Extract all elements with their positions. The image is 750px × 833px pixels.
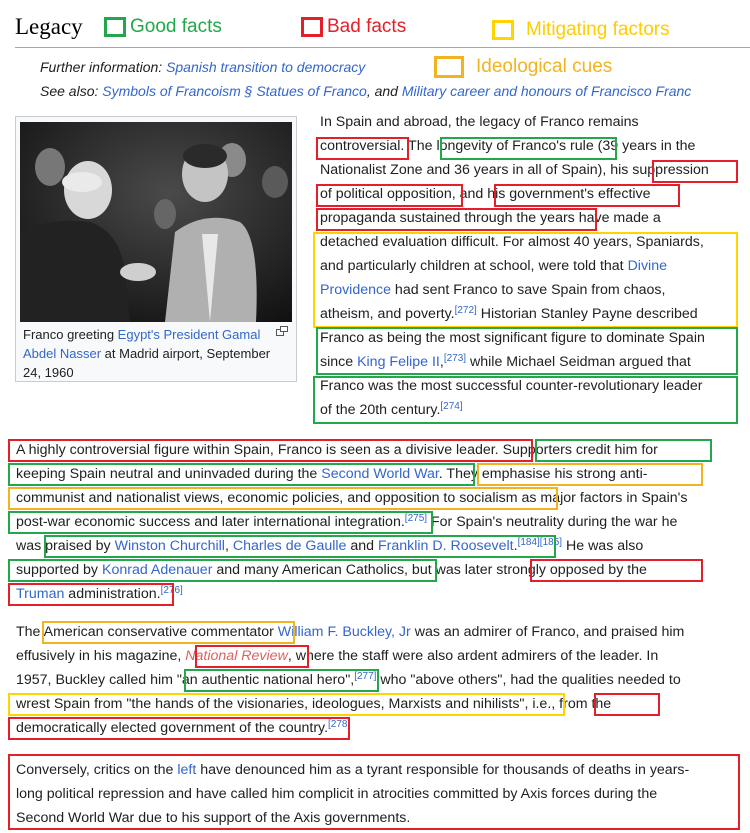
text-line: propaganda sustained through the years have made a [320,210,661,226]
text-line: A highly controversial figure within Spain, Franco is seen as a divisive leader. Supporters credit him for [16,442,658,458]
wiki-link[interactable]: Second World War [321,466,439,482]
paragraph-supporters [16,438,687,606]
text-line: communist and nationalist views, economic policies, and opposition to socialism as major factors in Spain's [16,490,688,506]
legend-good-label: Good facts [130,16,222,37]
wiki-link[interactable]: Franklin D. Roosevelt [377,538,514,554]
photo-image [20,122,292,322]
further-information-hatnote [40,59,365,75]
text-line: democratically elected government of the country.[278] [16,719,351,736]
text-line: of political opposition, and his government's effective [320,186,651,202]
text-line: supported by Konrad Adenauer and many American Catholics, but was later strongly opposed by the [16,562,647,578]
see-also-prefix: See also: [40,83,103,99]
wiki-link[interactable]: Konrad Adenauer [101,562,213,578]
citation-link[interactable]: [274] [440,401,463,412]
legend-ideological [434,56,612,78]
text-line: Conversely, critics on the left have denounced him as a tyrant responsible for thousands of deaths in years- [16,762,690,778]
heading-rule [15,47,750,48]
text-line: Truman administration.[276] [16,585,183,602]
text-line: controversial. The longevity of Franco's rule (39 years in the [320,138,696,154]
text-line: Franco as being the most significant figure to dominate Spain [320,330,705,346]
hatnote-prefix: Further information: [40,59,167,75]
text-line: and particularly children at school, were told that Divine [320,258,667,274]
text-line: Franco was the most successful counter-revolutionary leader [320,378,703,394]
legend-mitigating-swatch [492,20,514,40]
text-line: The American conservative commentator William F. Buckley, Jr was an admirer of Franco, and praised him [16,624,685,640]
caption-text-pre: Franco greeting [23,327,118,342]
legend-bad-label: Bad facts [327,16,407,37]
text-line: In Spain and abroad, the legacy of Franco remains [320,114,639,130]
citation-link[interactable]: [275] [404,513,428,524]
text-line: detached evaluation difficult. For almost 40 years, Spaniards, [320,234,704,250]
link-nasser[interactable]: Egypt's President Gamal Abdel Nasser [23,327,261,361]
paragraph-legacy-intro [320,110,709,422]
image-thumbnail [15,116,297,382]
text-line: of the 20th century.[274] [320,401,463,418]
citation-link[interactable]: [276] [160,585,183,596]
enlarge-icon[interactable] [276,326,288,336]
paragraph-buckley [16,620,684,740]
text-line: was praised by Winston Churchill, Charles de Gaulle and Franklin D. Roosevelt.[184][185] He was also [16,537,644,554]
text-line: Second World War due to his support of the Axis governments. [16,810,411,826]
text-line: wrest Spain from "the hands of the visionaries, ideologues, Marxists and nihilists", i.e., from the [16,696,612,712]
legend-ideological-label: Ideological cues [476,56,613,77]
citation-link[interactable]: [273] [443,353,467,364]
text-line: keeping Spain neutral and uninvaded during the Second World War. They emphasise his strong anti- [16,466,648,482]
legend-bad-swatch [301,17,323,37]
citation-link[interactable]: [272] [454,305,477,316]
wiki-link[interactable]: Providence [320,282,391,298]
image-caption [23,325,289,382]
legend-ideological-swatch [434,56,464,78]
text-line: Providence had sent Franco to save Spain from chaos, [320,282,666,298]
citation-link[interactable]: [278] [328,719,351,730]
text-line: post-war economic success and later international integration.[275] For Spain's neutrality during the war he [16,513,678,530]
text-line: Nationalist Zone and 36 years in all of Spain), his suppression [320,162,709,178]
wiki-link[interactable]: William F. Buckley, Jr [277,624,411,640]
caption-text-post: at Madrid airport, September 24, 1960 [23,346,271,380]
paragraph-critics [16,758,689,830]
link-military-career[interactable]: Military career and honours of Francisco Franc [401,83,692,99]
wiki-link[interactable]: King Felipe II [357,354,440,370]
see-also-hatnote [40,83,691,99]
text-line: 1957, Buckley called him "an authentic national hero",[277] who "above others", had the qualities needed to [16,671,681,688]
citation-link[interactable]: [277] [354,671,377,682]
link-spanish-transition[interactable]: Spanish transition to democracy [166,59,366,75]
wiki-link[interactable]: Truman [16,586,65,602]
text-line: effusively in his magazine, National Review, where the staff were also ardent admirers of the leader. In [16,648,659,664]
legend-good-swatch [104,17,126,37]
wiki-link[interactable]: left [177,762,197,778]
legend-mitigating-label: Mitigating factors [526,19,670,40]
text-line: since King Felipe II,[273] while Michael Seidman argued that [320,353,691,370]
wiki-link-missing[interactable]: National Review [185,648,288,664]
wiki-link[interactable]: Divine [627,258,667,274]
legend-bad [301,16,406,38]
see-also-conjunction: , and [366,83,402,99]
citation-link[interactable]: [184][185] [517,537,563,548]
text-line: atheism, and poverty.[272] Historian Stanley Payne described [320,305,698,322]
text-line: long political repression and have called him complicit in atrocities committed by Axis forces during the [16,786,658,802]
photo-franco-nasser[interactable] [20,122,292,322]
wiki-link[interactable]: Winston Churchill [114,538,225,554]
legend-mitigating [492,19,670,41]
legend-good [104,16,222,38]
section-heading: Legacy [15,14,83,39]
link-symbols-of-francoism[interactable]: Symbols of Francoism § Statues of Franco [102,83,367,99]
wiki-link[interactable]: Charles de Gaulle [232,538,347,554]
